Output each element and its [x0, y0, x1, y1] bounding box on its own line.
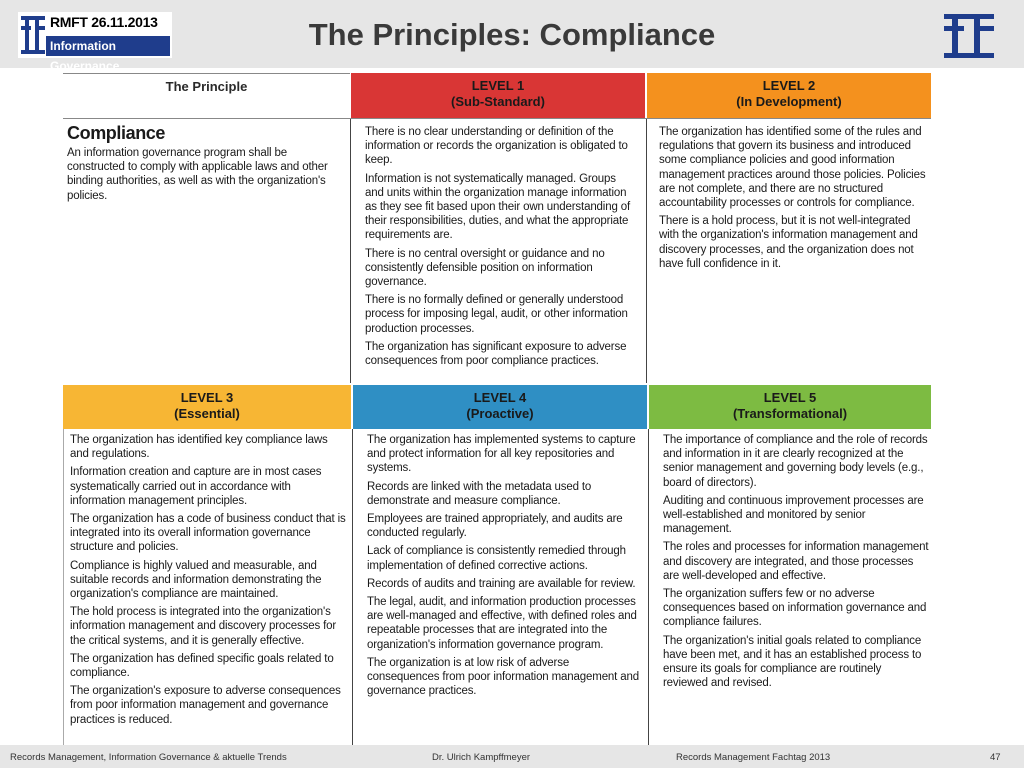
- level-3-cell: [70, 433, 348, 731]
- criteria-item: Information is not systematically managed. Groups and units within the organization manage information as they see fit based upon their own understanding of their responsibilities, duties, and what the appropriate requirements are.: [365, 172, 631, 242]
- divider: [63, 118, 931, 119]
- criteria-item: The organization has a code of business conduct that is integrated into its overall information governance structure and policies.: [70, 513, 346, 554]
- criteria-item: Auditing and continuous improvement processes are well-established and monitored by senior management.: [663, 494, 924, 536]
- criteria-item: The organization has implemented systems to capture and protect information for all key repositories and systems.: [367, 434, 636, 475]
- footer-author: Dr. Ulrich Kampffmeyer: [432, 752, 531, 763]
- level-2-cell: [659, 125, 927, 275]
- page-number: 47: [990, 752, 1001, 763]
- brand-logo-icon: [944, 14, 994, 58]
- principle-cell: [67, 123, 343, 203]
- criteria-item: Information creation and capture are in most cases systematically carried out in accordance with information management principles.: [70, 466, 322, 507]
- principle-header: The Principle: [63, 73, 350, 118]
- slide-footer: [0, 745, 1024, 768]
- logo-text-date: RMFT 26.11.2013: [50, 14, 158, 30]
- divider: [648, 429, 649, 745]
- divider: [352, 429, 353, 745]
- criteria-item: Records are linked with the metadata used to demonstrate and measure compliance.: [367, 480, 592, 507]
- criteria-item: The legal, audit, and information production processes are well-managed and effective, with defined roles and repeatable processes that are integrated into the organization's information governance program.: [367, 596, 637, 651]
- level-5-header: LEVEL 5 (Transformational): [649, 385, 931, 429]
- criteria-item: The organization's exposure to adverse consequences from poor information management and governance practices is reduced.: [70, 685, 341, 726]
- criteria-item: The importance of compliance and the role of records and information in it are clearly recognized at the senior management and governing body levels (e.g., board of directors).: [663, 434, 928, 489]
- principle-title: Compliance: [67, 123, 166, 143]
- criteria-item: The organization has significant exposure to adverse consequences from poor compliance practices.: [365, 340, 627, 368]
- level-1-header: LEVEL 1 (Sub-Standard): [351, 73, 645, 118]
- divider: [350, 118, 351, 383]
- level-4-cell: [367, 433, 639, 702]
- maturity-table: [63, 73, 931, 745]
- criteria-item: There is no central oversight or guidance and no consistently defensible position on information governance.: [365, 247, 605, 289]
- level-4-header: LEVEL 4 (Proactive): [353, 385, 647, 429]
- criteria-item: Records of audits and training are available for review.: [367, 577, 636, 590]
- level-3-header: LEVEL 3 (Essential): [63, 385, 351, 429]
- divider: [63, 429, 64, 745]
- criteria-item: The roles and processes for information management and discovery are integrated, and those processes are well-developed and effective.: [663, 541, 929, 582]
- level-5-cell: [663, 433, 929, 694]
- criteria-item: There is no clear understanding or definition of the information or records the organization is obligated to keep.: [365, 126, 628, 167]
- criteria-item: The hold process is integrated into the organization's information management and discovery processes for the critical systems, and it is generally effective.: [70, 606, 337, 647]
- criteria-item: The organization has identified key compliance laws and regulations.: [70, 434, 328, 461]
- level-2-header: LEVEL 2 (In Development): [647, 73, 931, 118]
- criteria-item: The organization has defined specific goals related to compliance.: [70, 652, 334, 680]
- criteria-item: The organization is at low risk of adverse consequences from poor information management and governance practices.: [367, 656, 640, 698]
- level-1-cell: [365, 125, 635, 372]
- criteria-item: The organization has identified some of the rules and regulations that govern its business and introduced some compliance policies and good information management practices around those policies. Policies are not complete, and there are no structured accountability processes or controls for compliance.: [659, 126, 926, 210]
- slide-title: The Principles: Compliance: [308, 17, 716, 52]
- criteria-item: Compliance is highly valued and measurable, and suitable records and information demonstrating the organization's compliance are maintained.: [70, 559, 322, 601]
- slide-header: [0, 0, 1024, 73]
- footer-left-text: Records Management, Information Governance & aktuelle Trends: [10, 752, 287, 763]
- footer-event: Records Management Fachtag 2013: [676, 752, 831, 763]
- logo-text-topic: Information Governance: [46, 36, 170, 56]
- criteria-item: The organization's initial goals related to compliance have been met, and it has an established process to ensure its goals for compliance are routinely reviewed and revised.: [663, 634, 922, 690]
- criteria-item: There is no formally defined or generally understood process for imposing legal, audit, or other information production processes.: [365, 294, 628, 335]
- criteria-item: Lack of compliance is consistently remedied through implementation of defined corrective actions.: [367, 545, 626, 572]
- criteria-item: There is a hold process, but it is not well-integrated with the organization's information management and discovery processes, and the organization does not have full confidence in it.: [659, 215, 918, 270]
- principle-description: An information governance program shall be constructed to comply with applicable laws and other binding authorities, as well as with the organization's policies.: [67, 147, 328, 202]
- divider: [646, 118, 647, 383]
- criteria-item: Employees are trained appropriately, and audits are conducted regularly.: [367, 513, 623, 540]
- criteria-item: The organization suffers few or no adverse consequences based on information governance and compliance failures.: [663, 588, 927, 629]
